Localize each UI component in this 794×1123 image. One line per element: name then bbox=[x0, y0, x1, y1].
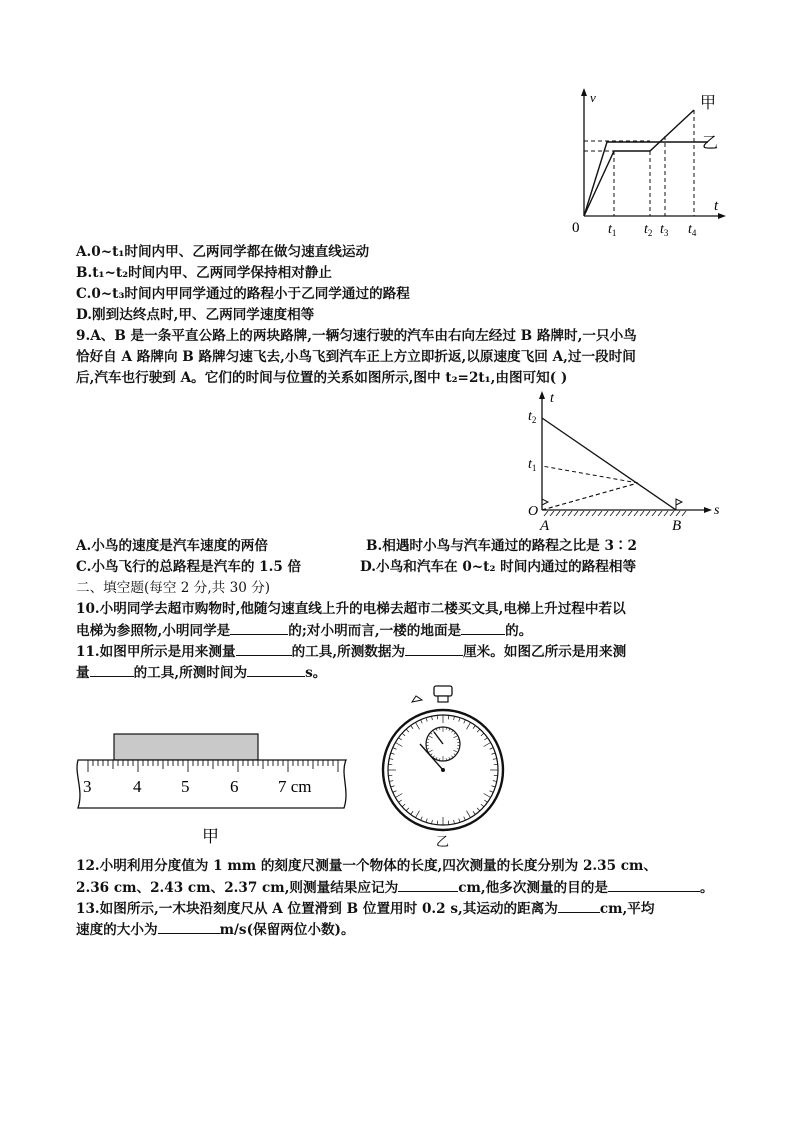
q8-option-a: A.0~t₁时间内甲、乙两同学都在做匀速直线运动 bbox=[76, 244, 370, 260]
q10-line2 bbox=[76, 620, 532, 641]
label-jia: 甲 bbox=[700, 95, 717, 112]
tick-t1: $t_1$ bbox=[528, 457, 537, 473]
q12-text-a: 2.36 cm、2.43 cm、2.37 cm,则测量结果应记为 bbox=[76, 880, 399, 896]
velocity-time-graph bbox=[560, 86, 730, 242]
q10-blank-2[interactable] bbox=[461, 620, 505, 635]
q9-option-c: C.小鸟飞行的总路程是汽车的 1.5 倍 bbox=[76, 559, 302, 575]
q11-blank-1[interactable] bbox=[236, 641, 292, 656]
q11-text-b: 的工具,所测数据为 bbox=[291, 644, 406, 660]
q10-blank-1[interactable] bbox=[230, 620, 288, 635]
q11-line2 bbox=[76, 662, 326, 683]
tick-t1: $t_1$ bbox=[608, 222, 617, 238]
q9-stem-line3: 后,汽车也行驶到 A。它们的时间与位置的关系如图所示,图中 t₂=2t₁,由图可知( ) bbox=[76, 370, 568, 386]
ruler-tick-3: 3 bbox=[83, 777, 92, 796]
tick-t2: $t_2$ bbox=[528, 409, 537, 425]
q9-stem-line2: 恰好自 A 路牌向 B 路牌匀速飞去,小鸟飞到汽车正上方立即折返,以原速度飞回 A,过一段时间 bbox=[76, 349, 636, 365]
q13-line2 bbox=[76, 919, 355, 940]
q11-blank-2[interactable] bbox=[405, 641, 463, 656]
q8-option-d: D.刚到达终点时,甲、乙两同学速度相等 bbox=[76, 307, 315, 323]
t-axis-label: t bbox=[550, 391, 554, 406]
q13-blank-1[interactable] bbox=[558, 898, 600, 913]
time-position-graph bbox=[520, 388, 730, 534]
q9-option-a: A.小鸟的速度是汽车速度的两倍 bbox=[76, 538, 268, 554]
q8-option-c: C.0~t₃时间内甲同学通过的路程小于乙同学通过的路程 bbox=[76, 286, 410, 302]
label-yi: 乙 bbox=[702, 135, 719, 152]
q10-text-a: 电梯为参照物,小明同学是 bbox=[76, 623, 231, 639]
q10-line1: 10.小明同学去超市购物时,他随匀速直线上升的电梯去超市二楼买文具,电梯上升过程中若以 bbox=[76, 601, 626, 617]
section-title: 二、填空题(每空 2 分,共 30 分) bbox=[76, 580, 271, 596]
origin-label: O bbox=[528, 504, 539, 519]
ruler-tick-6: 6 bbox=[230, 777, 239, 796]
q11-blank-4[interactable] bbox=[247, 662, 305, 677]
q10-text-b: 的;对小明而言,一楼的地面是 bbox=[288, 623, 462, 639]
figure-caption-yi: 乙 bbox=[436, 834, 450, 849]
q9-option-b: B.相遇时小鸟与汽车通过的路程之比是 3∶2 bbox=[366, 538, 637, 554]
q13-line1 bbox=[76, 898, 654, 919]
ruler-tick-7: 7 cm bbox=[278, 777, 312, 796]
point-b-label: B bbox=[672, 518, 682, 534]
q9-stem-line1: 9.A、B 是一条平直公路上的两块路牌,一辆匀速行驶的汽车由右向左经过 B 路牌时,一只小鸟 bbox=[76, 328, 637, 344]
s-axis-label: s bbox=[714, 503, 720, 518]
ruler-tick-4: 4 bbox=[133, 777, 142, 796]
figure-caption-jia: 甲 bbox=[202, 827, 219, 846]
q13-text-a: 13.如图所示,一木块沿刻度尺从 A 位置滑到 B 位置用时 0.2 s,其运动的距离为 bbox=[76, 901, 558, 917]
q12-line1: 12.小明利用分度值为 1 mm 的刻度尺测量一个物体的长度,四次测量的长度分别为 2.35 cm、 bbox=[76, 858, 658, 874]
q13-text-c: 速度的大小为 bbox=[76, 922, 158, 938]
tick-t2: $t_2$ bbox=[644, 222, 653, 238]
q11-line1 bbox=[76, 641, 626, 662]
q12-text-c: 。 bbox=[699, 880, 714, 896]
q12-blank-2[interactable] bbox=[608, 877, 700, 892]
q9-option-d: D.小鸟和汽车在 0~t₂ 时间内通过的路程相等 bbox=[360, 559, 637, 575]
origin-label: 0 bbox=[572, 220, 580, 236]
q11-text-e: 的工具,所测时间为 bbox=[133, 665, 248, 681]
q13-text-d: m/s(保留两位小数)。 bbox=[219, 922, 355, 938]
q8-option-b: B.t₁~t₂时间内甲、乙两同学保持相对静止 bbox=[76, 265, 332, 281]
q13-blank-2[interactable] bbox=[158, 919, 220, 934]
q11-text-f: s。 bbox=[305, 665, 327, 681]
ruler-tick-5: 5 bbox=[181, 777, 190, 796]
q10-text-c: 的。 bbox=[505, 623, 533, 639]
q13-text-b: cm,平均 bbox=[599, 901, 655, 917]
t-axis-label: t bbox=[714, 198, 719, 214]
stopwatch-figure bbox=[376, 684, 510, 852]
q11-text-d: 量 bbox=[76, 665, 90, 681]
q11-text-a: 11.如图甲所示是用来测量 bbox=[76, 644, 236, 660]
ruler-figure bbox=[74, 726, 354, 850]
q12-blank-1[interactable] bbox=[398, 877, 458, 892]
q12-text-b: cm,他多次测量的目的是 bbox=[458, 880, 608, 896]
q11-text-c: 厘米。如图乙所示是用来测 bbox=[463, 644, 627, 660]
v-axis-label: v bbox=[590, 90, 596, 105]
tick-t3: $t_3$ bbox=[660, 222, 669, 238]
q11-blank-3[interactable] bbox=[90, 662, 134, 677]
point-a-label: A bbox=[540, 518, 550, 534]
q12-line2 bbox=[76, 877, 714, 898]
tick-t4: $t_4$ bbox=[688, 222, 697, 238]
